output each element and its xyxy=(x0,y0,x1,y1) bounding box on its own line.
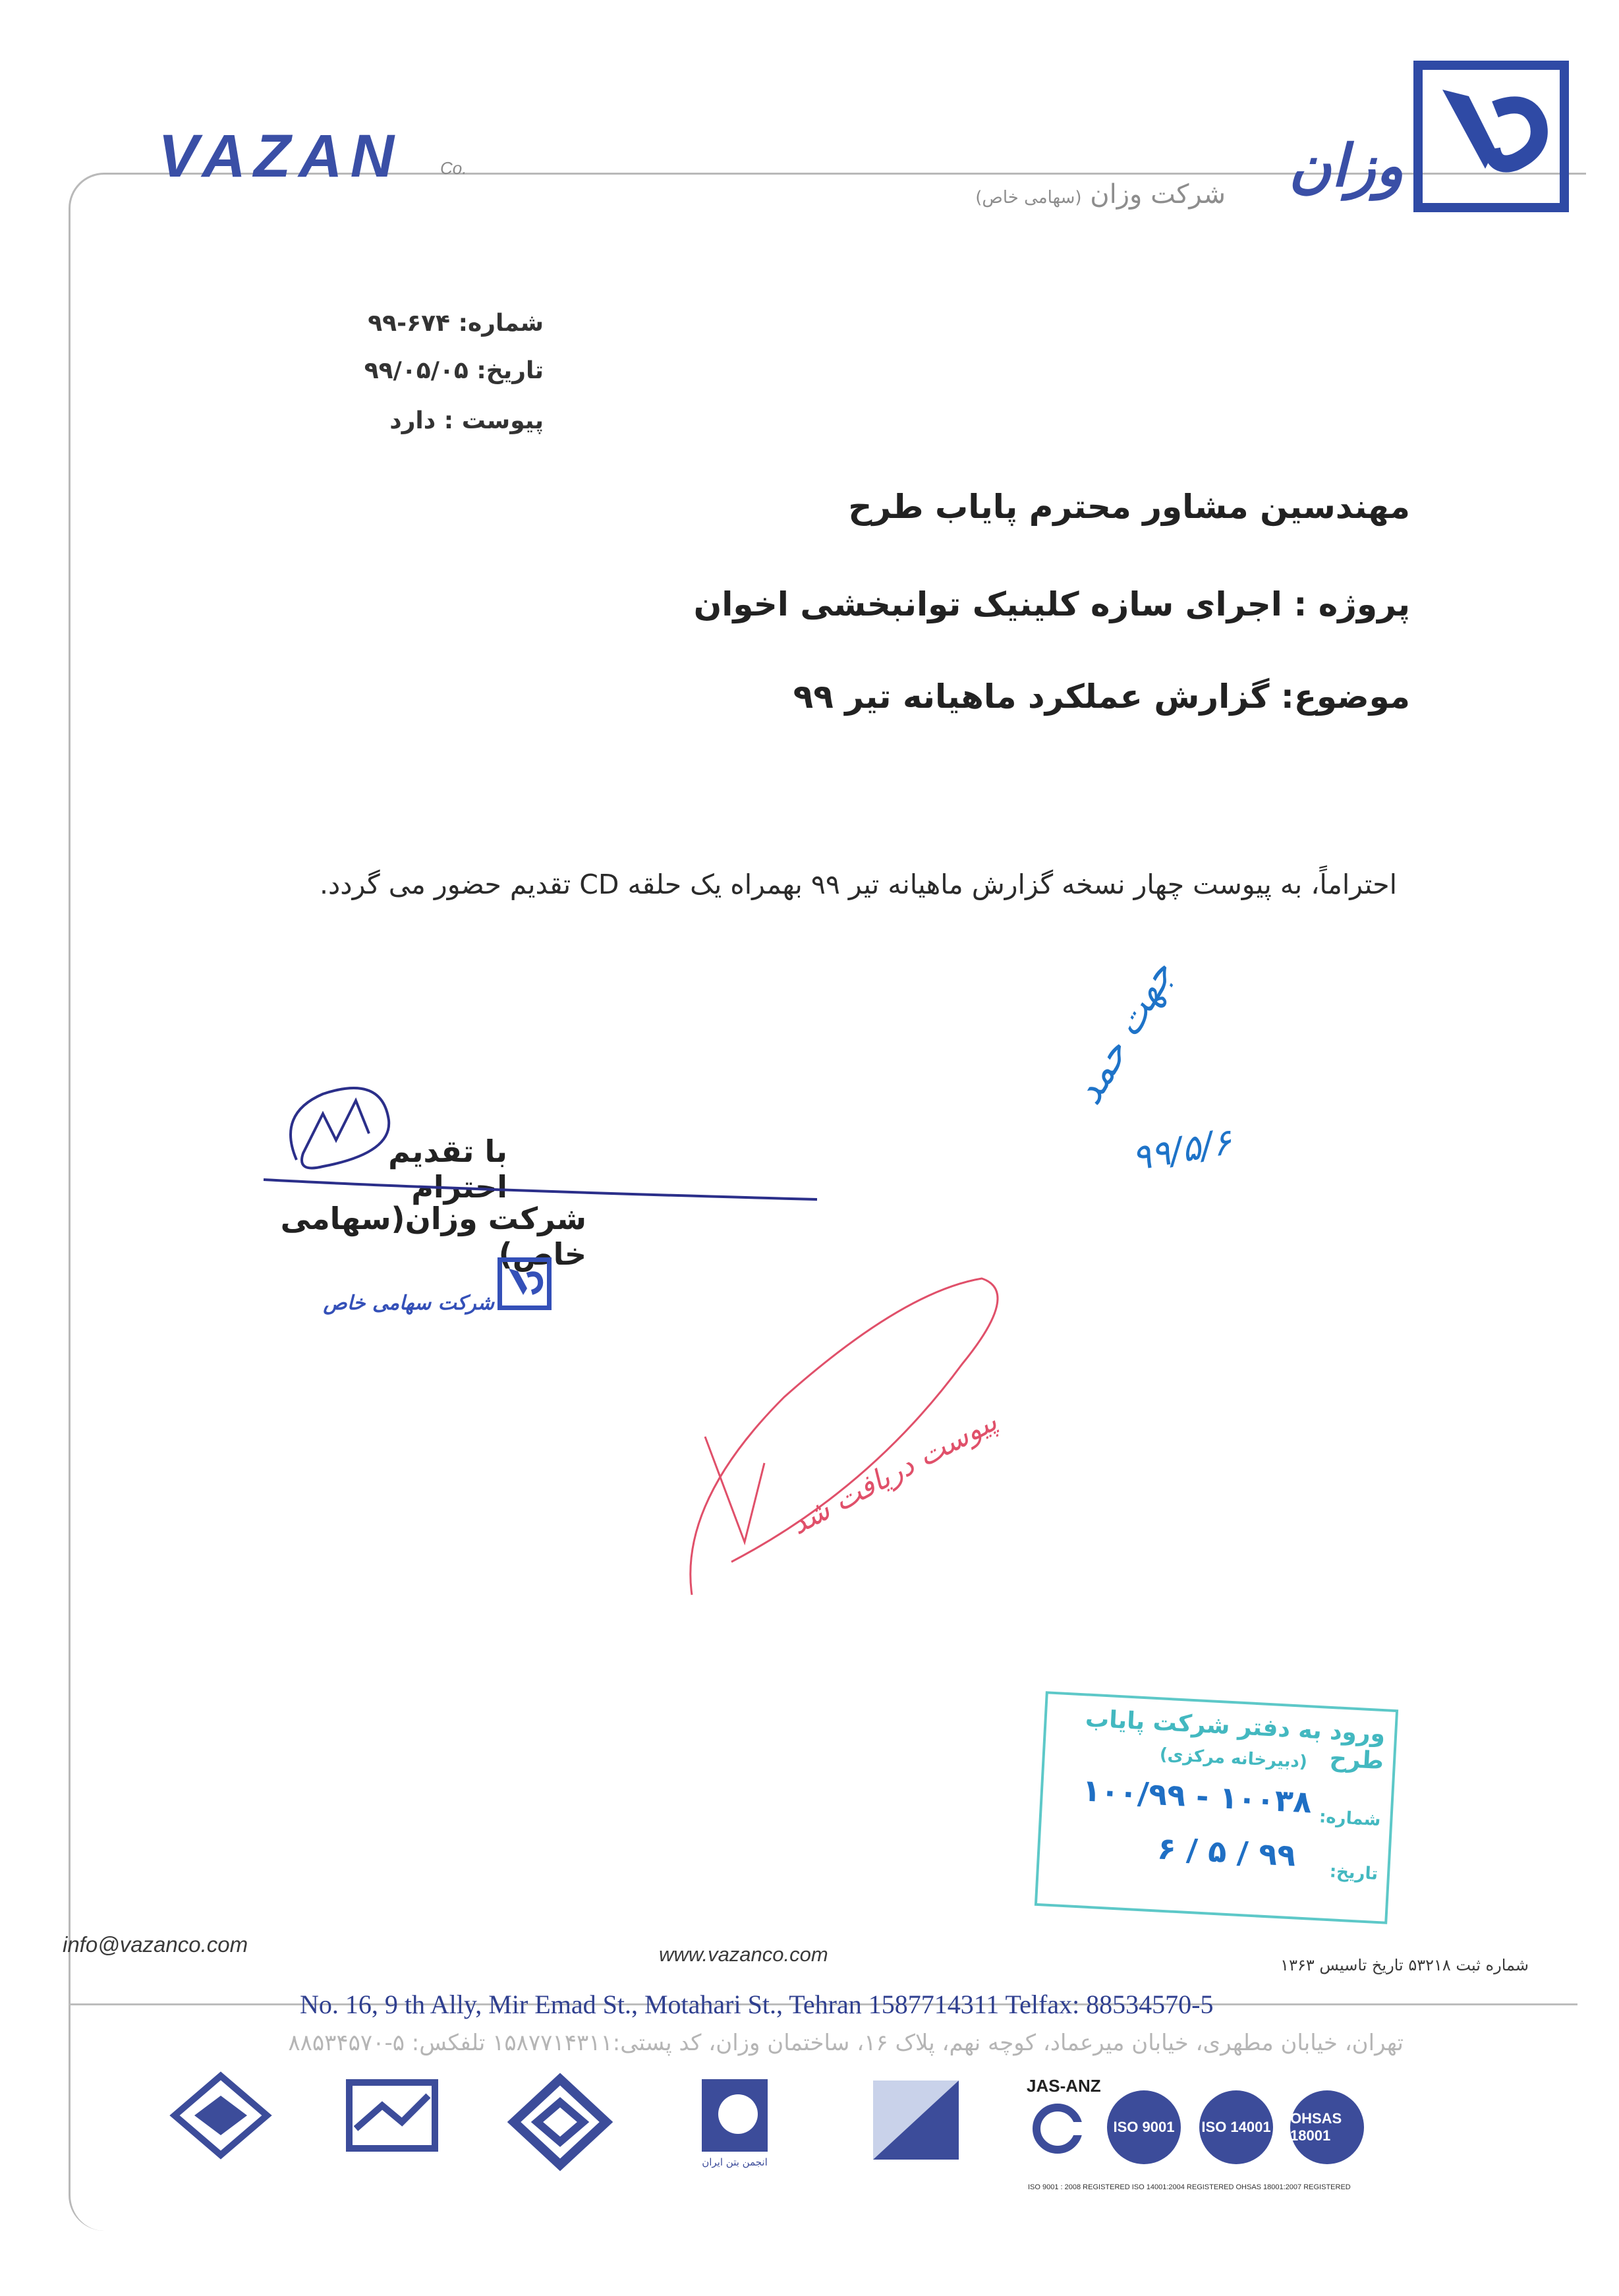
ohsas-18001-badge xyxy=(1290,2090,1364,2164)
association-logo-1 xyxy=(168,2069,273,2168)
anjoman-beton-caption: انجمن بتن ایران xyxy=(702,2156,768,2168)
letter-attachment: پیوست : دارد xyxy=(389,407,544,434)
jas-anz-logo-icon xyxy=(1031,2102,1084,2155)
address-english: No. 16, 9 th Ally, Mir Emad St., Motahari St., Tehran 1587714311 Telfax: 88534570-5 xyxy=(300,1990,1214,2019)
vazan-latin-logo: VAZAN xyxy=(158,123,403,190)
ohsas-18001-label: OHSAS 18001 xyxy=(1290,2110,1342,2144)
association-logo-2 xyxy=(343,2076,441,2162)
company-stamp-logo xyxy=(497,1257,552,1310)
handwritten-note-blue: جهت حمد xyxy=(1065,954,1183,1112)
addressee: مهندسین مشاور محترم پایاب طرح xyxy=(848,488,1410,526)
vazan-logo-suffix: Co. xyxy=(440,158,467,178)
anjoman-beton-logo xyxy=(698,2076,771,2155)
subject-line: موضوع: گزارش عملکرد ماهیانه تیر ۹۹ xyxy=(793,677,1410,716)
stamp-emblem-icon xyxy=(502,1262,547,1306)
receipt-entry-stamp xyxy=(1035,1691,1398,1924)
stamp-date-label: تاریخ: xyxy=(1328,1862,1378,1884)
footer-email[interactable]: info@vazanco.com xyxy=(63,1932,248,1957)
letter-number: شماره: ۶۷۴-۹۹ xyxy=(368,310,544,337)
handwritten-note-blue-date: ۹۹/۵/۶ xyxy=(1128,1120,1235,1180)
company-type: (سهامی خاص) xyxy=(975,188,1082,208)
iso-14001-badge xyxy=(1199,2090,1273,2164)
signature-scribble xyxy=(250,1074,830,1232)
address-persian: تهران، خیابان مطهری، خیابان میرعماد، کوچه نهم، پلاک ۱۶، ساختمان وزان، کد پستی:۱۵۸۷۷۱۴۳۱۱ تلفکس: ۵-۸۸۵۳۴۵۷۰ xyxy=(288,2030,1404,2056)
emblem-icon xyxy=(1423,70,1560,203)
stamp-number-label: شماره: xyxy=(1319,1807,1382,1831)
stamp-subtitle: (دبیرخانه مرکزی) xyxy=(1159,1744,1308,1773)
association-logo-5 xyxy=(870,2077,962,2163)
iso-9001-label: ISO 9001 xyxy=(1113,2119,1175,2135)
project-line: پروژه : اجرای سازه کلینیک توانبخشی اخوان xyxy=(693,585,1410,623)
company-stamp-text: شرکت سهامی خاص xyxy=(323,1292,494,1315)
association-logo-3 xyxy=(507,2073,613,2171)
closing-regards: با تقدیم احترام xyxy=(388,1134,507,1205)
letter-date: تاریخ: ۹۹/۰۵/۰۵ xyxy=(364,357,544,384)
handwritten-note-red: پیوست دریافت شد xyxy=(785,1404,1003,1541)
vazan-emblem-logo xyxy=(1413,61,1569,212)
letter-body: احتراماً، به پیوست چهار نسخه گزارش ماهیانه تیر ۹۹ بهمراه یک حلقه CD تقدیم حضور می گردد. xyxy=(320,869,1397,900)
company-name: شرکت وزان xyxy=(1090,179,1226,210)
stamp-title: ورود به دفتر شرکت پایاب طرح xyxy=(1085,1705,1386,1775)
company-name-header xyxy=(923,179,1226,210)
stamp-number-value: ۱۰۰۳۸ - ۱۰۰/۹۹ xyxy=(1081,1772,1313,1820)
jas-anz-label: JAS-ANZ xyxy=(1027,2076,1101,2096)
registration-info: شماره ثبت ۵۳۲۱۸ تاریخ تاسیس ۱۳۶۳ xyxy=(1280,1956,1529,1974)
stamp-date-value: ۹۹ / ۵ / ۶ xyxy=(1156,1830,1297,1874)
iso-registration-footer: ISO 9001 : 2008 REGISTERED ISO 14001:2004 REGISTERED OHSAS 18001:2007 REGISTERED xyxy=(1028,2183,1351,2191)
vazan-farsi-wordmark: وزان xyxy=(1288,132,1404,200)
iso-14001-label: ISO 14001 xyxy=(1201,2119,1271,2135)
closing-company: شرکت وزان(سهامی خاص) xyxy=(280,1201,586,1272)
iso-9001-badge xyxy=(1107,2090,1181,2164)
footer-website[interactable]: www.vazanco.com xyxy=(659,1943,828,1966)
